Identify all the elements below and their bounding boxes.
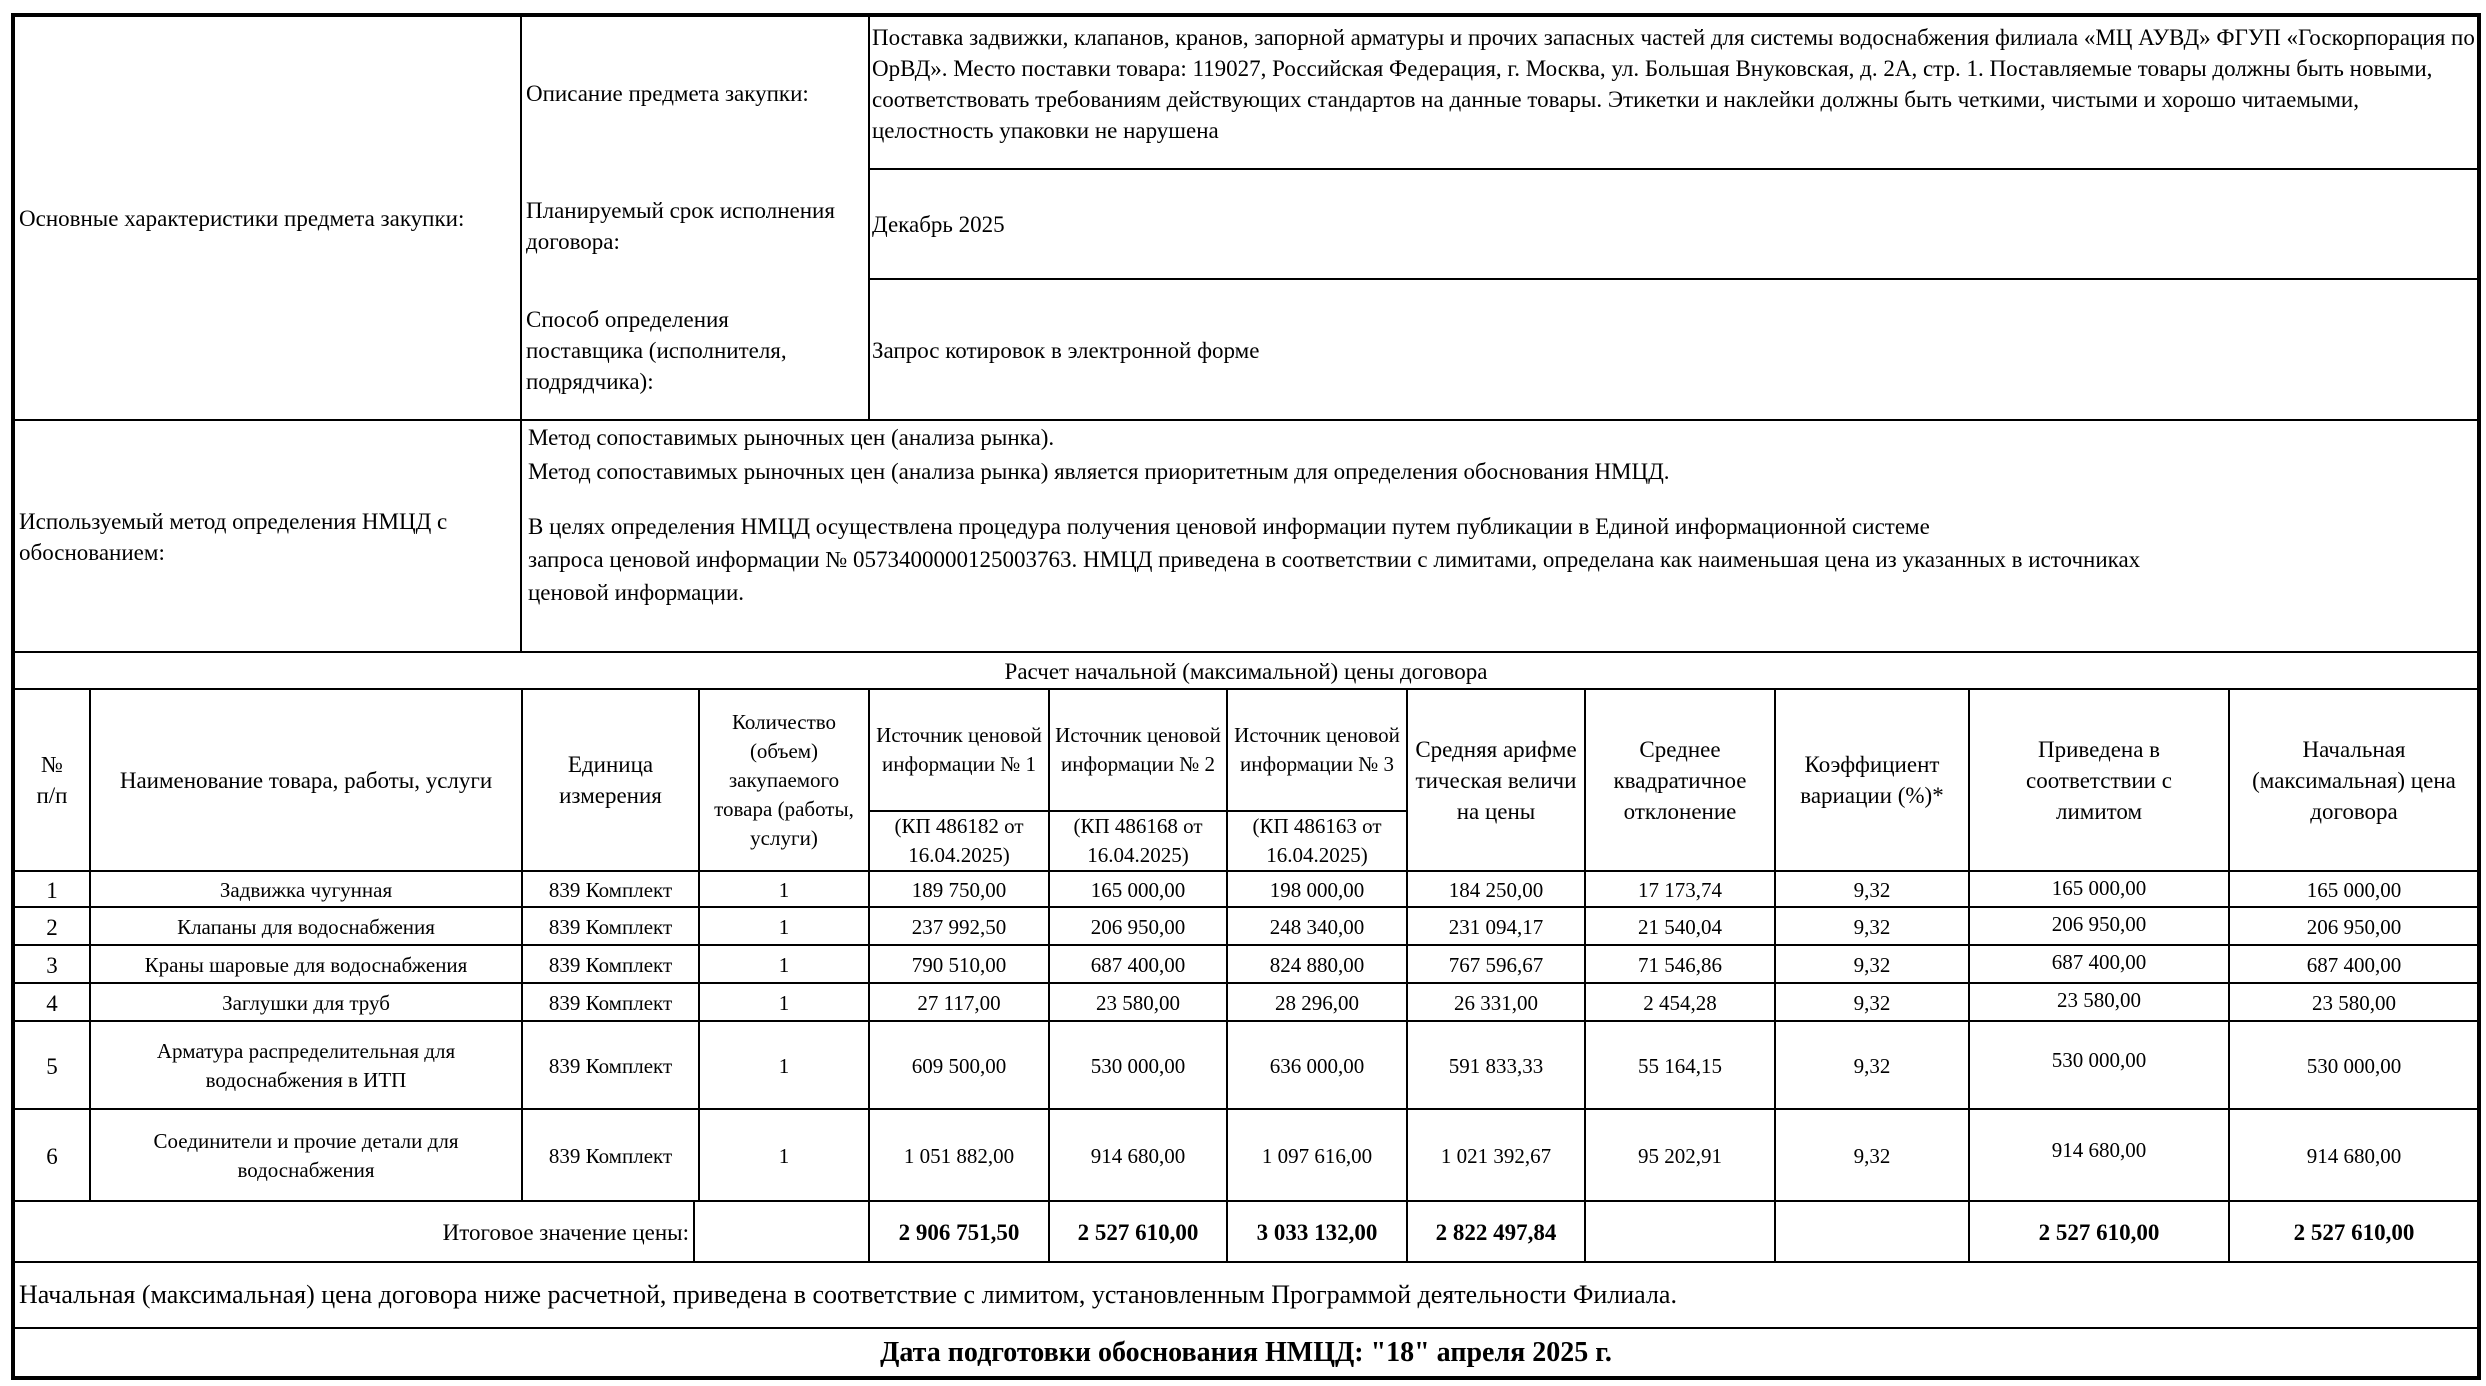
cell-std: 17 173,74 <box>1638 877 1722 902</box>
cell-s1: 609 500,00 <box>911 1053 1007 1078</box>
cell-avg: 184 250,00 <box>1448 877 1544 902</box>
nmcd-line-4: запроса ценовой информации № 0573400000125003763. НМЦД приведена в соответствии с лимитами, определана как наименьшая цена из указанных в источниках <box>528 547 2141 572</box>
th-qty: Количество (объем) закупаемого товара (работы, услуги) <box>714 709 854 850</box>
cell-limit: 206 950,00 <box>2051 912 2147 936</box>
cell-std: 2 454,28 <box>1643 990 1717 1015</box>
grid-line <box>520 420 522 652</box>
grid-line <box>693 1200 695 1262</box>
cell-s1: 790 510,00 <box>911 952 1007 977</box>
cell-coef: 9,32 <box>1853 1143 1891 1168</box>
grid-line <box>13 1327 2479 1329</box>
cell-avg: 1 021 392,67 <box>1440 1143 1552 1168</box>
cell-name: Клапаны для водоснабжения <box>177 914 435 939</box>
cell-coef: 9,32 <box>1853 1053 1891 1078</box>
desc-text: Поставка задвижки, клапанов, кранов, запорной арматуры и прочих запасных частей для системы водоснабжения филиала «МЦ АУВД» ФГУП «Госкорпорация по ОрВД». Место поставки товара: 119027, Российская Федерация, г. Москва, ул. Большая Внуковская, д. 2А, стр. 1. Поставляемые товары должны быть новыми, соответствовать требованиям действующих стандартов на данные товары. Этикетки и наклейки должны быть четкими, чистыми и хорошо читаемыми, целостность упаковки не нарушена <box>872 25 2475 143</box>
grid-line <box>13 944 2479 946</box>
term-value: Декабрь 2025 <box>872 211 1005 237</box>
nmcd-text <box>526 422 2476 652</box>
grid-line <box>13 1020 2479 1022</box>
cell-s3: 248 340,00 <box>1269 914 1365 939</box>
cell-nmc: 206 950,00 <box>2306 914 2402 939</box>
nmcd-line-2: Метод сопоставимых рыночных цен (анализа рынка) является приоритетным для определения обоснования НМЦД. <box>528 459 1670 484</box>
cell-std: 71 546,86 <box>1638 952 1722 977</box>
cell-nmc: 530 000,00 <box>2306 1053 2402 1078</box>
nmcd-line-3: В целях определения НМЦД осуществлена процедура получения ценовой информации путем публикации в Единой информационной системе <box>528 514 1930 539</box>
cell-qty: 1 <box>778 1053 790 1078</box>
cell-limit: 687 400,00 <box>2051 950 2147 974</box>
cell-limit: 914 680,00 <box>2051 1138 2147 1162</box>
grid-line <box>520 15 522 420</box>
method-value: Запрос котировок в электронной форме <box>872 337 1260 363</box>
cell-s3: 824 880,00 <box>1269 952 1365 977</box>
term-label: Планируемый срок исполнения договора: <box>526 198 835 254</box>
nmcd-label: Используемый метод определения НМЦД с обоснованием: <box>19 508 448 565</box>
th-std: Среднее квадратичное отклонение <box>1613 736 1747 824</box>
cell-qty: 1 <box>778 1143 790 1168</box>
th-src1-ref: (КП 486182 от 16.04.2025) <box>894 814 1024 867</box>
grid-line <box>13 982 2479 984</box>
cell-num: 4 <box>46 990 58 1016</box>
cell-std: 55 164,15 <box>1638 1053 1722 1078</box>
th-src1: Источник ценовой информации № 1 <box>876 723 1042 776</box>
method-label: Способ определения поставщика (исполнителя, подрядчика): <box>526 306 787 394</box>
cell-std: 21 540,04 <box>1638 914 1722 939</box>
cell-nmc: 687 400,00 <box>2306 952 2402 977</box>
cell-s3: 198 000,00 <box>1269 877 1365 902</box>
grid-line <box>868 278 2479 280</box>
grid-line <box>13 651 2479 653</box>
grid-line <box>1774 1200 1776 1262</box>
grid-line <box>1048 1200 1050 1262</box>
grid-line <box>2228 1200 2230 1262</box>
cell-unit: 839 Комплект <box>548 914 673 939</box>
cell-s2: 687 400,00 <box>1090 952 1186 977</box>
grid-line <box>1584 1200 1586 1262</box>
cell-qty: 1 <box>778 952 790 977</box>
th-num: № п/п <box>36 752 68 808</box>
total-limit: 2 527 610,00 <box>2038 1219 2160 1245</box>
total-src1: 2 906 751,50 <box>898 1219 1020 1245</box>
cell-s1: 27 117,00 <box>917 990 1001 1015</box>
cell-s2: 165 000,00 <box>1090 877 1186 902</box>
footer-date: Дата подготовки обоснования НМЦД: "18" апреля 2025 г. <box>880 1337 1612 1368</box>
th-coef: Коэффициент вариации (%)* <box>1800 752 1944 808</box>
cell-coef: 9,32 <box>1853 877 1891 902</box>
cell-avg: 26 331,00 <box>1454 990 1538 1015</box>
grid-line <box>13 1200 2479 1202</box>
grid-line <box>13 870 2479 872</box>
cell-qty: 1 <box>778 914 790 939</box>
cell-unit: 839 Комплект <box>548 877 673 902</box>
grid-line <box>868 15 870 420</box>
cell-num: 1 <box>46 877 58 903</box>
grid-line <box>13 419 2479 421</box>
th-src2: Источник ценовой информации № 2 <box>1055 723 1221 776</box>
nmcd-line-5: ценовой информации. <box>528 580 745 605</box>
th-src3: Источник ценовой информации № 3 <box>1234 723 1400 776</box>
cell-s1: 1 051 882,00 <box>903 1143 1015 1168</box>
total-nmc: 2 527 610,00 <box>2293 1219 2415 1245</box>
grid-line <box>1226 1200 1228 1262</box>
desc-label: Описание предмета закупки: <box>526 80 809 106</box>
grid-line <box>1406 1200 1408 1262</box>
cell-name: Арматура распределительная для водоснабжения в ИТП <box>156 1039 456 1092</box>
calc-title: Расчет начальной (максимальной) цены договора <box>1004 658 1488 684</box>
th-limit: Приведена в соответствии с лимитом <box>2026 736 2172 824</box>
cell-coef: 9,32 <box>1853 990 1891 1015</box>
grid-line <box>868 168 2479 170</box>
grid-line <box>868 1200 870 1262</box>
cell-qty: 1 <box>778 990 790 1015</box>
cell-s2: 23 580,00 <box>1096 990 1180 1015</box>
th-name: Наименование товара, работы, услуги <box>119 767 493 793</box>
footer-note: Начальная (максимальная) цена договора ниже расчетной, приведена в соответствие с лимитом, установленным Программой деятельности Филиала. <box>19 1280 1677 1309</box>
grid-line <box>13 906 2479 908</box>
cell-name: Задвижка чугунная <box>219 877 393 902</box>
cell-s3: 636 000,00 <box>1269 1053 1365 1078</box>
th-nmc: Начальная (максимальная) цена договора <box>2252 736 2456 824</box>
cell-std: 95 202,91 <box>1638 1143 1722 1168</box>
grid-line <box>13 1261 2479 1263</box>
cell-num: 6 <box>46 1143 58 1169</box>
cell-avg: 767 596,67 <box>1448 952 1544 977</box>
subject-label: Основные характеристики предмета закупки: <box>19 205 465 231</box>
cell-s3: 28 296,00 <box>1275 990 1359 1015</box>
cell-name: Заглушки для труб <box>222 990 390 1015</box>
cell-s1: 189 750,00 <box>911 877 1007 902</box>
cell-s2: 914 680,00 <box>1090 1143 1186 1168</box>
th-unit: Единица измерения <box>559 752 662 808</box>
cell-nmc: 23 580,00 <box>2312 990 2396 1015</box>
cell-num: 3 <box>46 952 58 978</box>
cell-avg: 591 833,33 <box>1448 1053 1544 1078</box>
grid-line <box>13 1108 2479 1110</box>
grid-line <box>1968 1200 1970 1262</box>
cell-limit: 530 000,00 <box>2051 1048 2147 1072</box>
cell-unit: 839 Комплект <box>548 952 673 977</box>
cell-num: 2 <box>46 914 58 940</box>
cell-limit: 23 580,00 <box>2057 988 2141 1012</box>
total-label: Итоговое значение цены: <box>442 1219 689 1245</box>
total-avg: 2 822 497,84 <box>1435 1219 1557 1245</box>
cell-name: Краны шаровые для водоснабжения <box>144 952 468 977</box>
grid-line <box>13 688 2479 690</box>
cell-num: 5 <box>46 1053 58 1079</box>
total-src2: 2 527 610,00 <box>1077 1219 1199 1245</box>
cell-s2: 206 950,00 <box>1090 914 1186 939</box>
nmcd-line-1: Метод сопоставимых рыночных цен (анализа рынка). <box>528 425 1055 450</box>
cell-coef: 9,32 <box>1853 952 1891 977</box>
cell-s2: 530 000,00 <box>1090 1053 1186 1078</box>
cell-limit: 165 000,00 <box>2051 876 2147 900</box>
cell-nmc: 914 680,00 <box>2306 1143 2402 1168</box>
cell-unit: 839 Комплект <box>548 990 673 1015</box>
cell-s3: 1 097 616,00 <box>1261 1143 1373 1168</box>
cell-coef: 9,32 <box>1853 914 1891 939</box>
cell-name: Соединители и прочие детали для водоснабжения <box>153 1129 459 1182</box>
th-src3-ref: (КП 486163 от 16.04.2025) <box>1252 814 1382 867</box>
cell-unit: 839 Комплект <box>548 1143 673 1168</box>
cell-avg: 231 094,17 <box>1448 914 1544 939</box>
th-avg: Средняя арифметическая величина цены <box>1415 736 1577 824</box>
grid-line <box>868 810 1408 812</box>
cell-qty: 1 <box>778 877 790 902</box>
th-src2-ref: (КП 486168 от 16.04.2025) <box>1073 814 1203 867</box>
total-src3: 3 033 132,00 <box>1256 1219 1378 1245</box>
cell-s1: 237 992,50 <box>911 914 1007 939</box>
cell-unit: 839 Комплект <box>548 1053 673 1078</box>
cell-nmc: 165 000,00 <box>2306 877 2402 902</box>
